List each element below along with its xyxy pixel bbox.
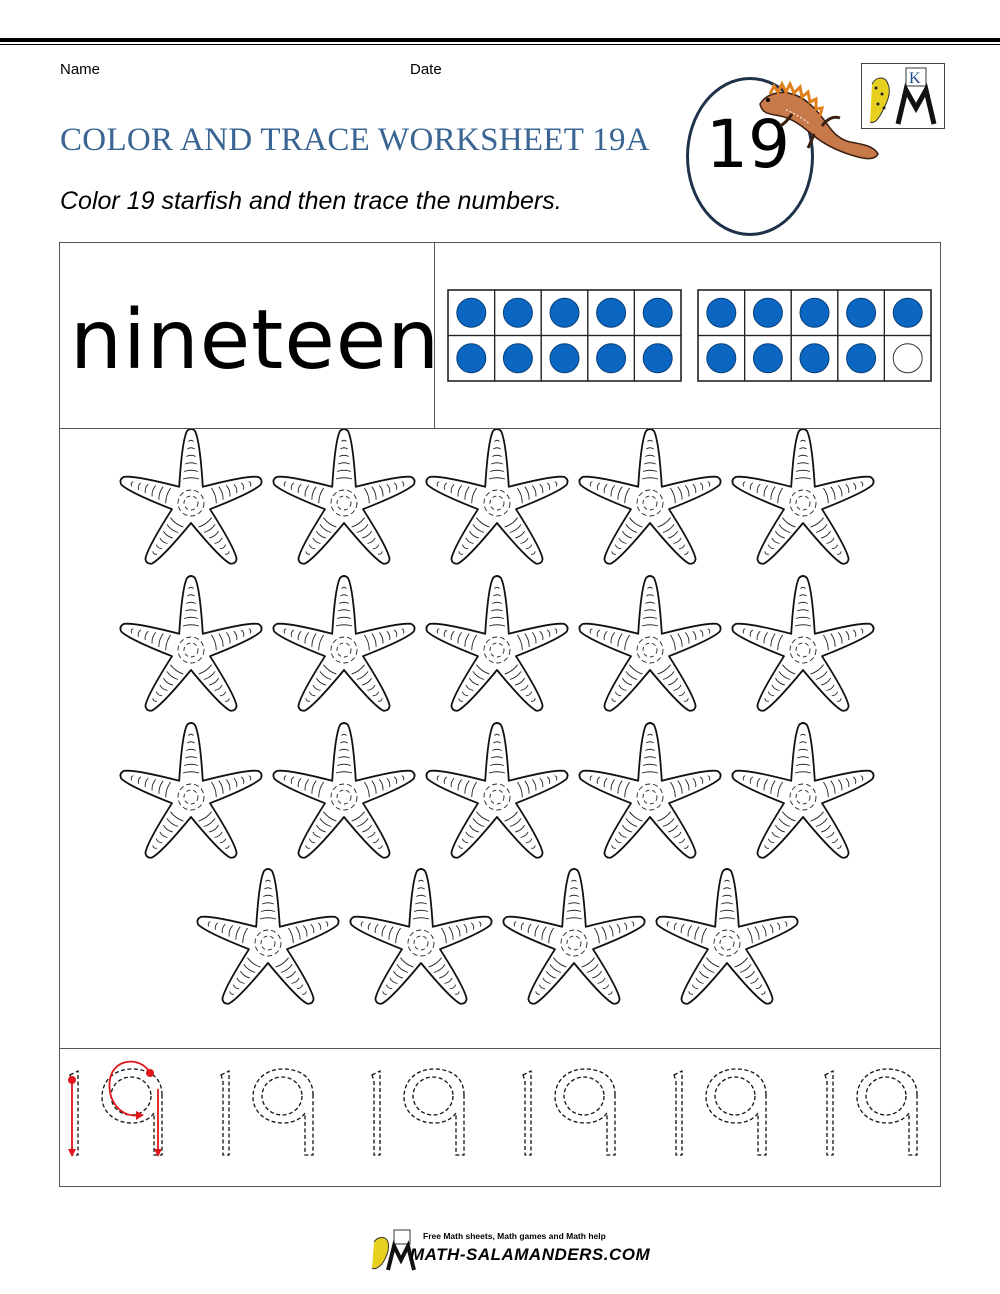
ten-frame-dot-filled <box>847 298 876 327</box>
starfish <box>120 723 261 858</box>
ten-frame-dot-filled <box>707 344 736 373</box>
ten-frame-dot-filled <box>503 344 532 373</box>
worksheet-title: COLOR AND TRACE WORKSHEET 19A <box>60 122 650 158</box>
starfish <box>426 576 567 711</box>
instruction-text: Color 19 starfish and then trace the numbers. <box>60 187 562 215</box>
trace-number[interactable] <box>372 1069 464 1155</box>
trace-number[interactable] <box>221 1069 313 1155</box>
ten-frame-dot-filled <box>753 298 782 327</box>
ten-frame-right <box>697 289 932 383</box>
number-word: nineteen <box>70 293 441 388</box>
starfish <box>197 869 338 1004</box>
starfish <box>120 576 261 711</box>
trace-number[interactable] <box>674 1069 766 1155</box>
starfish <box>732 576 873 711</box>
ten-frame-dot-filled <box>457 344 486 373</box>
ten-frame-dot-filled <box>503 298 532 327</box>
starfish <box>426 723 567 858</box>
oval-number: 19 <box>706 106 790 183</box>
ten-frame-dot-filled <box>800 344 829 373</box>
ten-frame-dot-filled <box>847 344 876 373</box>
ten-frame-dot-filled <box>457 298 486 327</box>
logo-letter: K <box>909 70 921 87</box>
starfish <box>656 869 797 1004</box>
ten-frame-dot-filled <box>893 298 922 327</box>
starfish <box>273 576 414 711</box>
footer-brand: MATH-SALAMANDERS.COM <box>410 1245 651 1264</box>
starfish <box>732 429 873 564</box>
starfish <box>579 576 720 711</box>
starfish <box>120 429 261 564</box>
ten-frame-dot-filled <box>643 344 672 373</box>
starfish <box>350 869 491 1004</box>
tracing-row <box>60 1049 940 1187</box>
ten-frame-dot-filled <box>753 344 782 373</box>
top-rule <box>0 38 1000 42</box>
footer-tagline: Free Math sheets, Math games and Math help <box>423 1231 606 1241</box>
ten-frame-dot-empty <box>893 344 922 373</box>
ten-frame-dot-filled <box>643 298 672 327</box>
starfish <box>426 429 567 564</box>
starfish <box>273 723 414 858</box>
ten-frame-dot-filled <box>800 298 829 327</box>
top-rule-thin <box>0 44 1000 45</box>
trace-number[interactable] <box>825 1069 917 1155</box>
date-label: Date <box>410 61 442 78</box>
site-logo <box>861 63 945 129</box>
name-label: Name <box>60 61 101 78</box>
starfish <box>579 429 720 564</box>
trace-number[interactable] <box>523 1069 615 1155</box>
ten-frame-dot-filled <box>550 344 579 373</box>
ten-frame-left <box>447 289 682 383</box>
starfish <box>273 429 414 564</box>
starfish <box>732 723 873 858</box>
trace-number-guided[interactable] <box>68 1062 162 1157</box>
ten-frame-dot-filled <box>597 298 626 327</box>
ten-frame-dot-filled <box>550 298 579 327</box>
starfish <box>503 869 644 1004</box>
starfish <box>579 723 720 858</box>
ten-frame-dot-filled <box>707 298 736 327</box>
ten-frame-dot-filled <box>597 344 626 373</box>
starfish-grid <box>60 429 940 1047</box>
